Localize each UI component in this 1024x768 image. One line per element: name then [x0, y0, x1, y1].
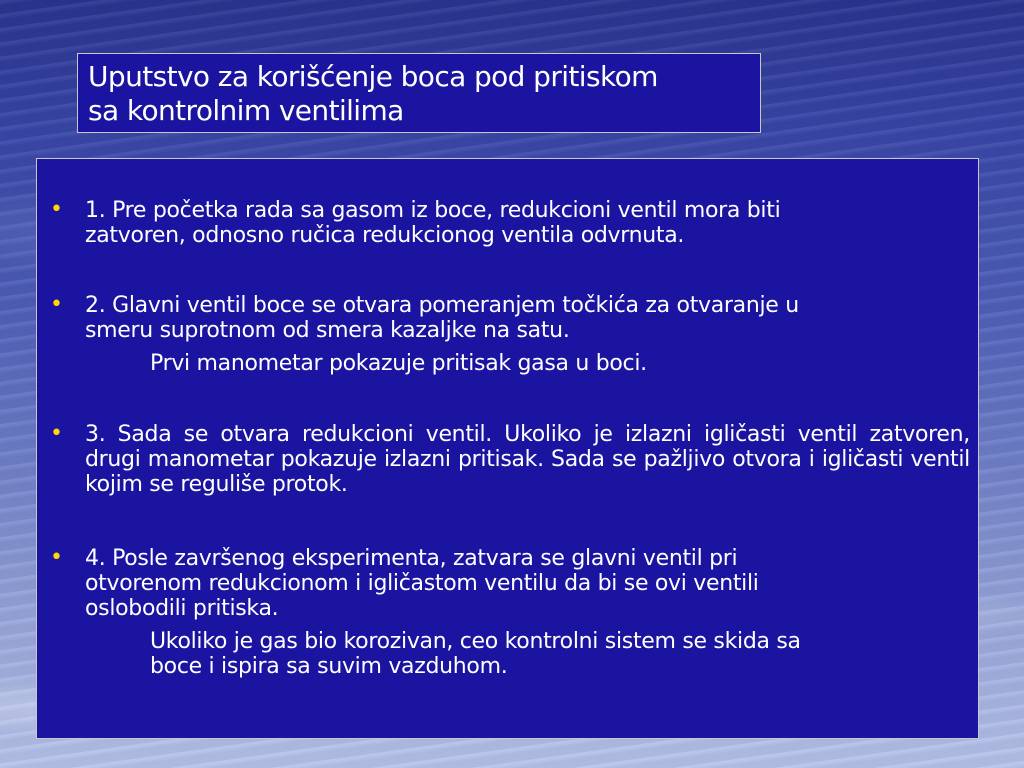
- bullet-2-sub-line-1: Prvi manometar pokazuje pritisak gasa u boci.: [150, 351, 647, 376]
- bullet-4-line-2: otvorenom redukcionom i igličastom ventilu da bi se ovi ventili: [85, 571, 759, 596]
- slide-title-line-2: sa kontrolnim ventilima: [88, 94, 404, 127]
- bullet-4-line-1: 4. Posle završenog eksperimenta, zatvara se glavni ventil pri: [85, 546, 738, 571]
- bullet-2-line-1: 2. Glavni ventil boce se otvara pomeranjem točkića za otvaranje u: [85, 293, 799, 318]
- bullet-icon: •: [50, 197, 63, 222]
- bullet-icon: •: [50, 545, 63, 570]
- bullet-4-sub-line-1: Ukoliko je gas bio korozivan, ceo kontrolni sistem se skida sa: [150, 629, 801, 654]
- bullet-2-line-2: smeru suprotnom od smera kazaljke na satu.: [85, 318, 570, 343]
- slide-title-box: [77, 53, 761, 133]
- bullet-item-3: [50, 421, 970, 497]
- bullet-icon: •: [50, 421, 63, 446]
- bullet-3-text: 3. Sada se otvara redukcioni ventil. Ukoliko je izlazni igličasti ventil zatvoren, drugi manometar pokazuje izlazni pritisak. Sada se pažljivo otvora i igličasti ventil kojim se reguliše protok.: [85, 422, 970, 497]
- bullet-1-line-1: 1. Pre početka rada sa gasom iz boce, redukcioni ventil mora biti: [85, 198, 781, 223]
- bullet-item-2: [50, 292, 969, 376]
- bullet-icon: •: [50, 292, 63, 317]
- bullet-4-sub-line-2: boce i ispira sa suvim vazduhom.: [150, 654, 508, 679]
- slide-content-box: [36, 158, 979, 739]
- slide-title-line-1: Uputstvo za korišćenje boca pod pritiskom: [88, 60, 658, 93]
- bullet-4-line-3: oslobodili pritiska.: [85, 596, 279, 621]
- bullet-item-1: [50, 197, 969, 248]
- bullet-1-line-2: zatvoren, odnosno ručica redukcionog ventila odvrnuta.: [85, 223, 685, 248]
- bullet-item-4: [50, 545, 969, 679]
